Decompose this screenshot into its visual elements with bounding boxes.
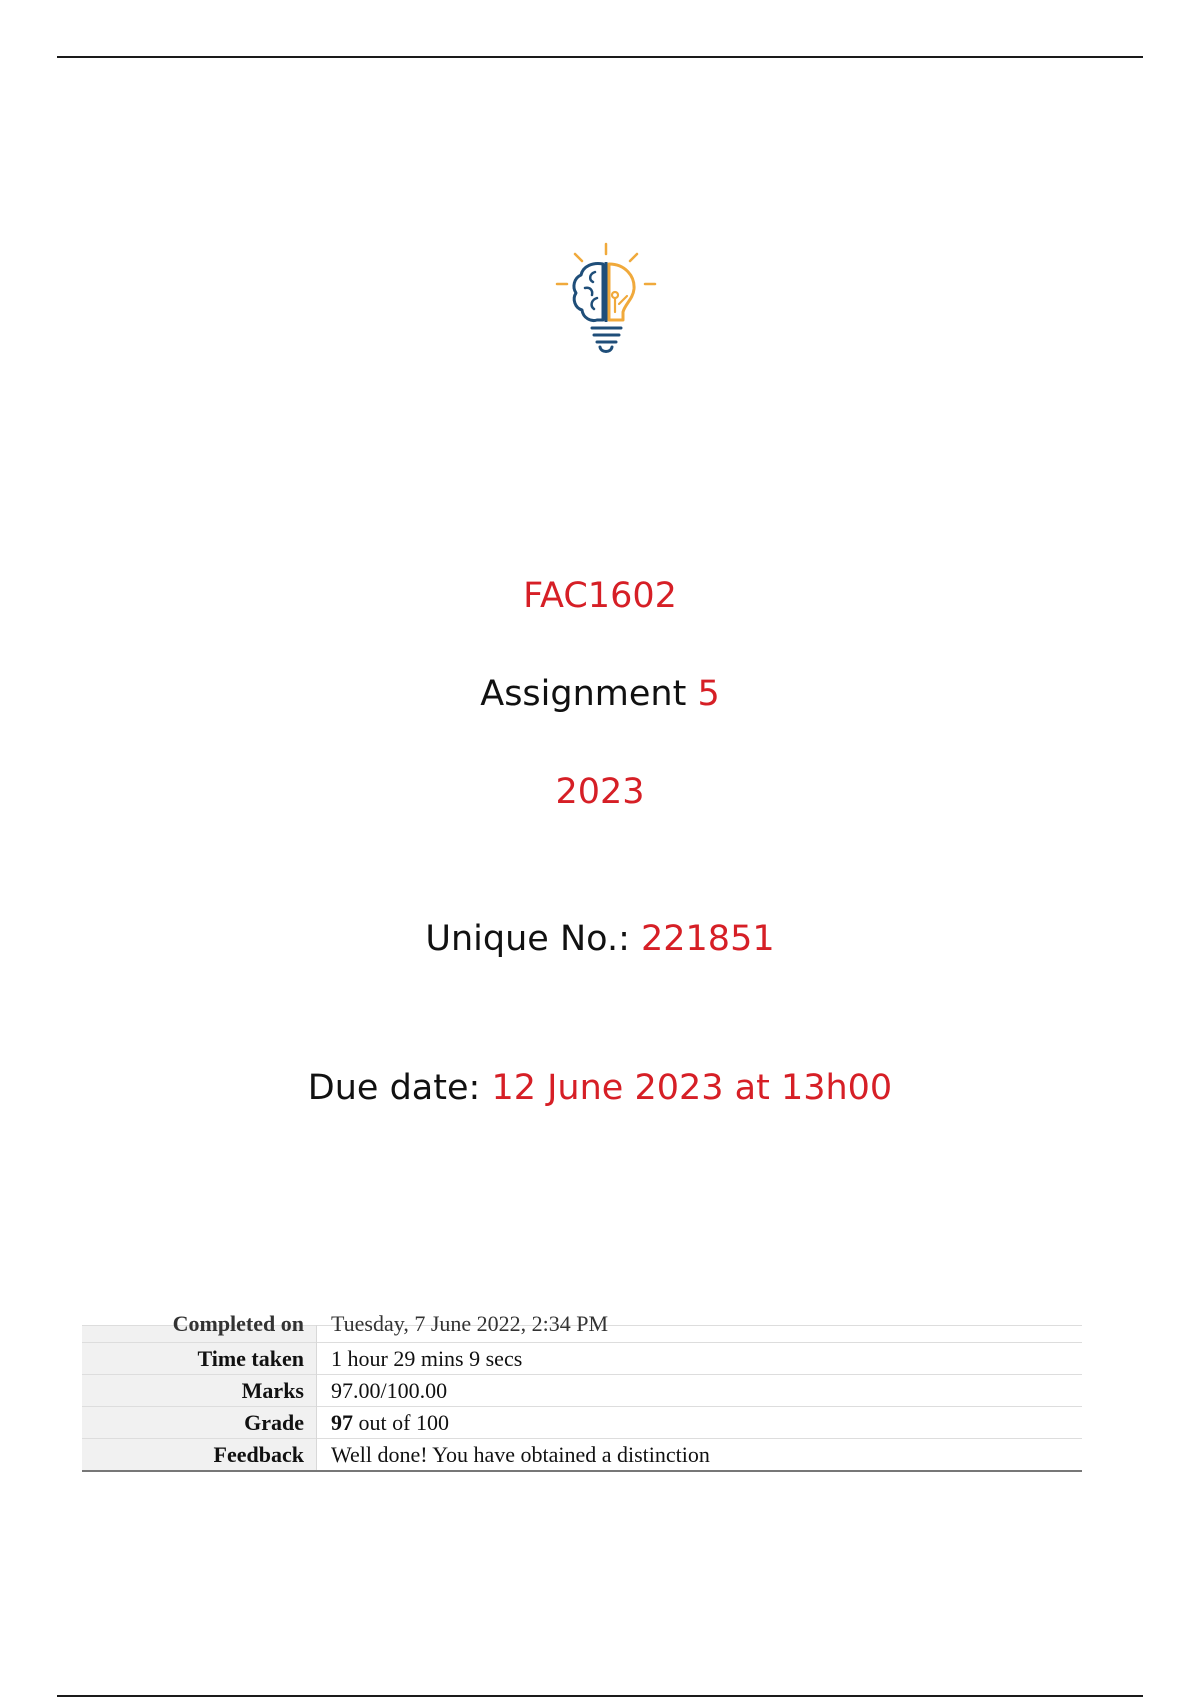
assignment-year: 2023 [555, 772, 645, 812]
unique-value: 221851 [641, 919, 775, 959]
grade-label: Grade [82, 1407, 317, 1439]
table-row [82, 1407, 1082, 1439]
table-row [82, 1375, 1082, 1407]
due-date-line [0, 1066, 1200, 1110]
assignment-heading [0, 672, 1200, 716]
completed-label: Completed on [172, 1311, 304, 1336]
brain-lightbulb-icon [545, 242, 670, 372]
unique-label: Unique No.: [425, 919, 630, 959]
feedback-label: Feedback [82, 1439, 317, 1472]
marks-value: 97.00/100.00 [317, 1375, 1083, 1407]
bottom-rule [57, 1695, 1143, 1697]
grade-score: 97 [331, 1409, 353, 1435]
unique-number-line [0, 917, 1200, 961]
course-code: FAC1602 [523, 576, 677, 616]
table-row [82, 1439, 1082, 1472]
due-label: Due date: [307, 1068, 481, 1108]
grade-value: out of 100 [358, 1409, 449, 1435]
top-rule [57, 56, 1143, 58]
feedback-value: Well done! You have obtained a distinction [317, 1439, 1083, 1472]
table-row [82, 1343, 1082, 1375]
result-table [82, 1311, 1082, 1472]
due-value: 12 June 2023 at 13h00 [491, 1068, 893, 1108]
table-row [82, 1326, 1082, 1343]
assignment-number: 5 [697, 674, 720, 714]
time-taken-value: 1 hour 29 mins 9 secs [317, 1343, 1083, 1375]
assignment-label: Assignment [480, 674, 687, 714]
marks-label: Marks [82, 1375, 317, 1407]
completed-value: Tuesday, 7 June 2022, 2:34 PM [331, 1311, 609, 1336]
time-taken-label: Time taken [82, 1343, 317, 1375]
